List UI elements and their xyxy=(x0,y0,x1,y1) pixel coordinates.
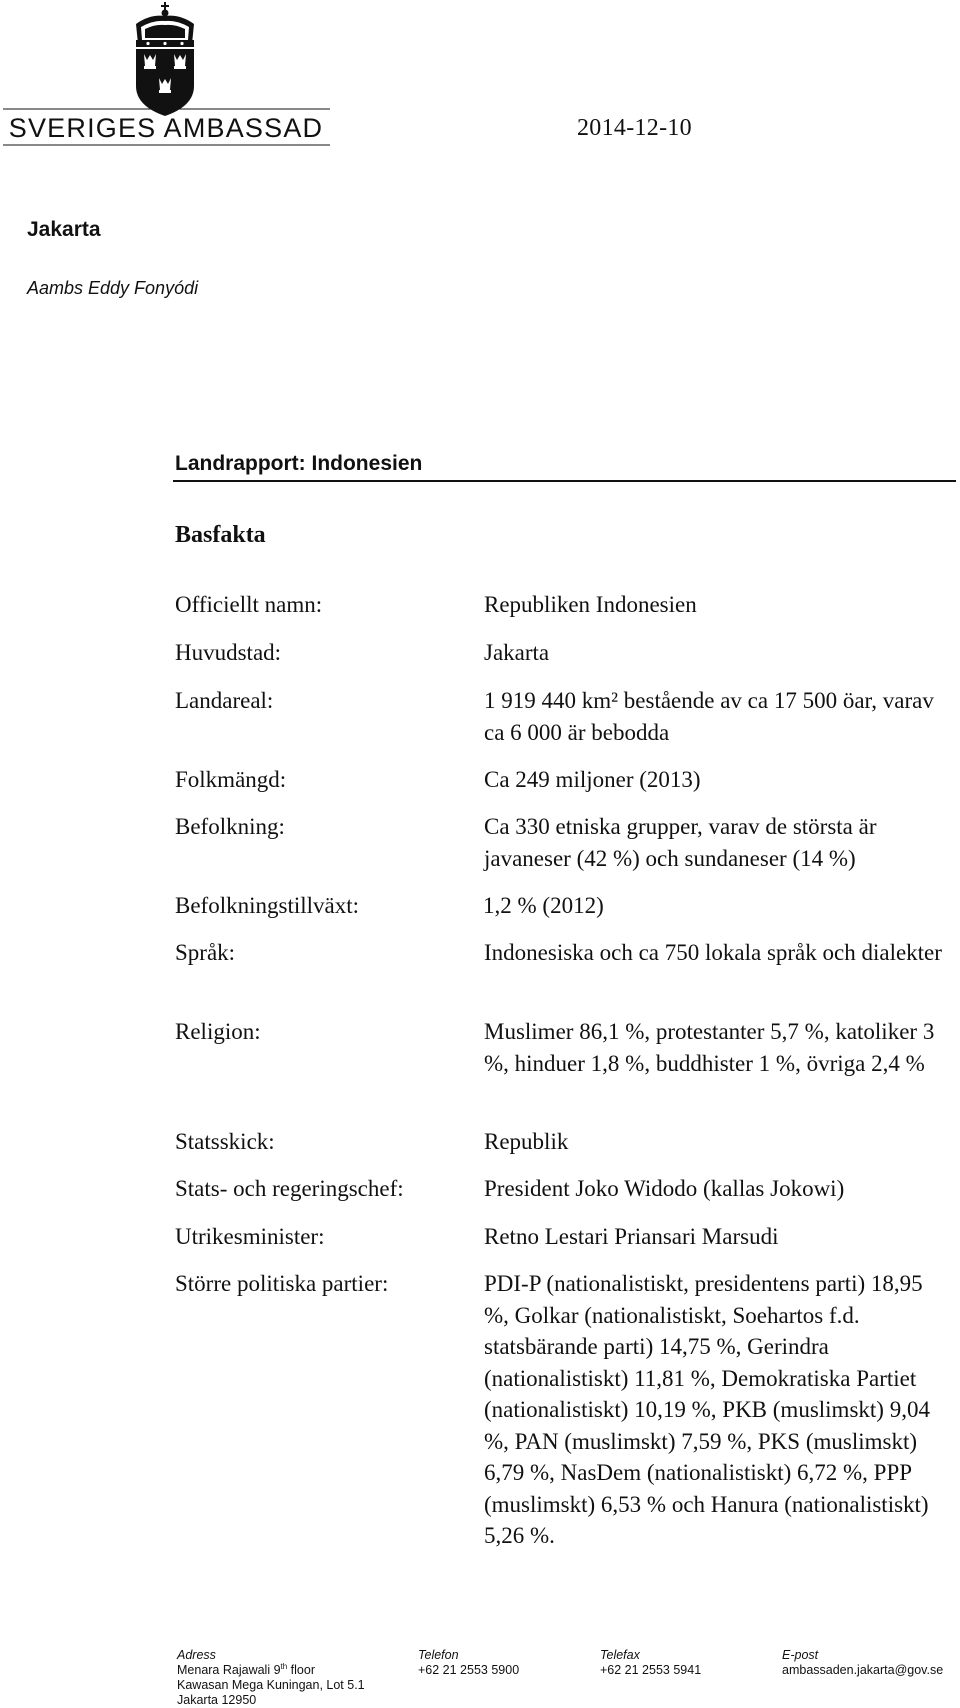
footer-phone-number: +62 21 2553 5900 xyxy=(418,1663,520,1677)
fact-value-official-name: Republiken Indonesien xyxy=(484,592,697,617)
fact-label-population-growth: Befolkningstillväxt: xyxy=(175,893,359,918)
fact-value-language: Indonesiska och ca 750 lokala språk och dialekter xyxy=(484,940,942,965)
fact-value-population-growth: 1,2 % (2012) xyxy=(483,893,604,918)
fact-label-political-parties: Större politiska partier: xyxy=(175,1271,389,1296)
footer-address-heading: Adress xyxy=(177,1648,216,1662)
fact-value-population: Ca 249 miljoner (2013) xyxy=(484,767,701,792)
fact-value-ethnic-groups: Ca 330 etniska grupper, varav de största är javaneser (42 %) och sundaneser (14 %) xyxy=(484,814,877,871)
footer-phone-heading: Telefon xyxy=(418,1648,459,1662)
footer-fax xyxy=(600,1648,701,1678)
embassy-logo xyxy=(0,0,335,150)
fact-label-ethnic-groups: Befolkning: xyxy=(175,814,285,839)
fact-value-land-area: 1 919 440 km² bestående av ca 17 500 öar, varav ca 6 000 är bebodda xyxy=(484,688,934,745)
footer-email xyxy=(782,1648,943,1678)
footer-address-line1: Menara Rajawali 9th floor xyxy=(177,1662,315,1677)
title-divider xyxy=(173,480,956,482)
fact-value-capital: Jakarta xyxy=(484,640,550,665)
footer-email-address[interactable]: ambassaden.jakarta@gov.se xyxy=(782,1663,944,1677)
office-name: Jakarta xyxy=(27,218,101,241)
footer-fax-number: +62 21 2553 5941 xyxy=(600,1663,702,1677)
fact-label-land-area: Landareal: xyxy=(175,688,274,713)
report-title: Landrapport: Indonesien xyxy=(175,452,423,475)
fact-value-government: Republik xyxy=(484,1129,569,1154)
fact-value-foreign-minister: Retno Lestari Priansari Marsudi xyxy=(484,1224,779,1249)
fact-label-foreign-minister: Utrikesminister: xyxy=(175,1224,325,1249)
fact-value-head-of-state: President Joko Widodo (kallas Jokowi) xyxy=(484,1176,845,1201)
crown-icon xyxy=(136,2,194,47)
footer-address xyxy=(177,1648,365,1708)
logo-wordmark: SVERIGES AMBASSAD xyxy=(8,113,324,143)
footer-email-heading: E-post xyxy=(782,1648,819,1662)
footer-phone xyxy=(418,1648,519,1678)
document-date: 2014-12-10 xyxy=(577,115,692,141)
fact-label-religion: Religion: xyxy=(175,1019,261,1044)
fact-label-government: Statsskick: xyxy=(175,1129,275,1154)
section-heading: Basfakta xyxy=(175,522,266,548)
fact-label-head-of-state: Stats- och regeringschef: xyxy=(175,1176,404,1201)
fact-label-language: Språk: xyxy=(175,940,236,965)
fact-value-religion: Muslimer 86,1 %, protestanter 5,7 %, katoliker 3 %, hinduer 1,8 %, buddhister 1 %, övriga 2,4 % xyxy=(484,1019,935,1076)
fact-label-population: Folkmängd: xyxy=(175,767,287,792)
author-name: Aambs Eddy Fonyódi xyxy=(27,278,199,298)
footer-address-line2: Kawasan Mega Kuningan, Lot 5.1 xyxy=(177,1678,365,1692)
fact-label-official-name: Officiellt namn: xyxy=(175,592,323,617)
footer-address-line3: Jakarta 12950 xyxy=(177,1693,257,1707)
shield-icon xyxy=(136,49,194,116)
footer-fax-heading: Telefax xyxy=(600,1648,640,1662)
fact-label-capital: Huvudstad: xyxy=(175,640,282,665)
fact-value-political-parties: PDI-P (nationalistiskt, presidentens parti) 18,95 %, Golkar (nationalistiskt, Soehartos f.d. statsbärande parti) 14,75 %, Gerindra (nationalistiskt) 11,81 %, Demokratiska Partiet (nationalistiskt) 10,19 %, PKB (muslimskt) 9,04 %, PAN (muslimskt) 7,59 %, PKS (muslimskt) 6,79 %, NasDem (nationalistiskt) 6,72 %, PPP (muslimskt) 6,53 % och Hanura (nationalistiskt) 5,26 %. xyxy=(484,1271,930,1548)
